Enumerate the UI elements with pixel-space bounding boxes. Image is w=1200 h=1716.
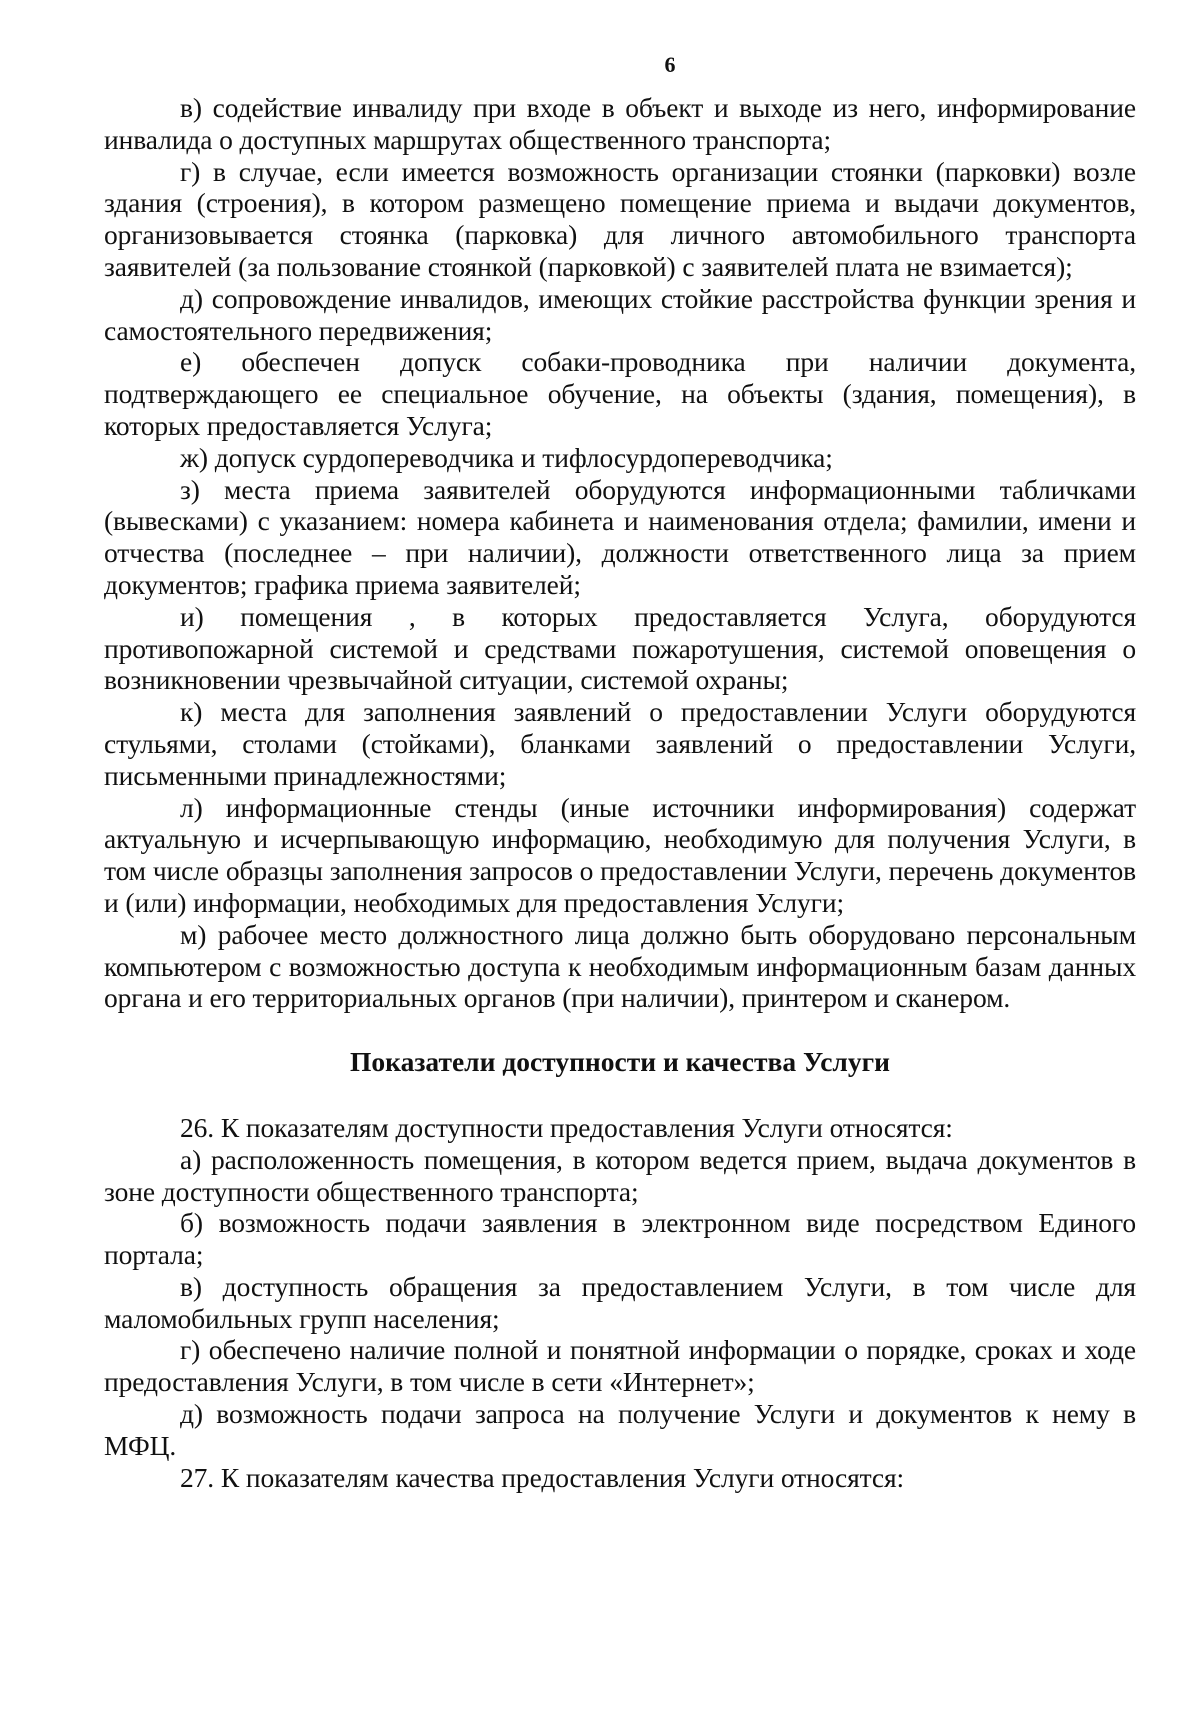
paragraph-g: г) в случае, если имеется возможность организации стоянки (парковки) возле здания (строения), в котором размещено помещение приема и выдачи документов, организовывается стоянка (парковка) для личного автомобильного транспорта заявителей (за пользование стоянкой (парковкой) с заявителей плата не взимается);	[104, 155, 1136, 282]
paragraph-26-b: б) возможность подачи заявления в электронном виде посредством Единого портала;	[104, 1207, 1136, 1271]
paragraph-l: л) информационные стенды (иные источники информирования) содержат актуальную и исчерпывающую информацию, необходимую для получения Услуги, в том числе образцы заполнения запросов о предоставлении Услуги, перечень документов и (или) информации, необходимых для предоставления Услуги;	[104, 791, 1136, 918]
paragraph-z: з) места приема заявителей оборудуются информационными табличками (вывесками) с указанием: номера кабинета и наименования отдела; фамилии, имени и отчества (последнее – при наличии), должности ответственного лица за прием документов; графика приема заявителей;	[104, 473, 1136, 600]
paragraph-v: в) содействие инвалиду при входе в объект и выходе из него, информирование инвалида о доступных маршрутах общественного транспорта;	[104, 92, 1136, 155]
document-page	[104, 52, 1136, 1493]
paragraph-26-a: а) расположенность помещения, в котором ведется прием, выдача документов в зоне доступности общественного транспорта;	[104, 1143, 1136, 1207]
paragraph-26: 26. К показателям доступности предоставления Услуги относятся:	[180, 1111, 953, 1143]
paragraph-zh: ж) допуск сурдопереводчика и тифлосурдопереводчика;	[180, 441, 833, 473]
paragraph-m: м) рабочее место должностного лица должно быть оборудовано персональным компьютером с возможностью доступа к необходимым информационным базам данных органа и его территориальных органов (при наличии), принтером и сканером.	[104, 918, 1136, 1014]
page-number: 6	[664, 52, 676, 77]
paragraph-27: 27. К показателям качества предоставления Услуги относятся:	[180, 1461, 905, 1493]
paragraph-26-g: г) обеспечено наличие полной и понятной информации о порядке, сроках и ходе предоставления Услуги, в том числе в сети «Интернет»;	[104, 1334, 1136, 1398]
section-heading: Показатели доступности и качества Услуги	[350, 1046, 890, 1078]
paragraph-d: д) сопровождение инвалидов, имеющих стойкие расстройства функции зрения и самостоятельного передвижения;	[104, 282, 1136, 346]
paragraph-26-v: в) доступность обращения за предоставлением Услуги, в том числе для маломобильных групп населения;	[104, 1270, 1136, 1334]
paragraph-i: и) помещения , в которых предоставляется Услуга, оборудуются противопожарной системой и средствами пожаротушения, системой оповещения о возникновении чрезвычайной ситуации, системой охраны;	[104, 600, 1136, 696]
paragraph-e: е) обеспечен допуск собаки-проводника при наличии документа, подтверждающего ее специальное обучение, на объекты (здания, помещения), в которых предоставляется Услуга;	[104, 346, 1136, 441]
paragraph-26-d: д) возможность подачи запроса на получение Услуги и документов к нему в МФЦ.	[104, 1398, 1136, 1461]
paragraph-k: к) места для заполнения заявлений о предоставлении Услуги оборудуются стульями, столами (стойками), бланками заявлений о предоставлении Услуги, письменными принадлежностями;	[104, 696, 1136, 791]
